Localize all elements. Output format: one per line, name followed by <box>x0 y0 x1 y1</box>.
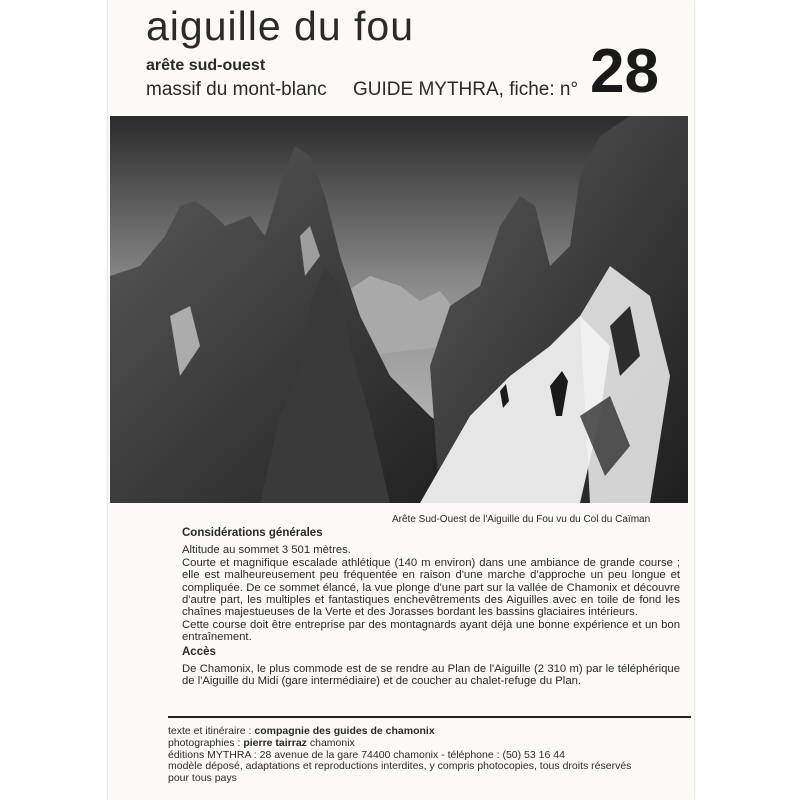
body-text <box>182 527 680 688</box>
credits-photo-name: pierre tairraz <box>243 736 307 749</box>
credits-texte-value: compagnie des guides de chamonix <box>254 725 435 737</box>
credits-divider <box>168 716 691 718</box>
considerations-paragraph: Courte et magnifique escalade athlétique (140 m environ) dans une ambiance de grande course ; elle est malheureusement peu fréquentée en raison d'une marche d'approche un peu longue et compliquée. De ce sommet élancé, la vue plonge d'une part sur la vallée de Chamonix et découvre d'autre part, les multiples et fantastiques enchevêtrements des Aiguilles avec en toile de fond les chaînes majestueuses de la Verte et des Jorasses bordant les bassins glaciaires intérieurs. <box>182 556 680 619</box>
credits-editions: éditions MYTHRA : 28 avenue de la gare 74400 chamonix - téléphone : (50) 53 16 44 <box>168 748 565 761</box>
credits-photo-line <box>168 738 638 750</box>
credits-photo-label: photographies : <box>168 736 244 749</box>
credits-photo-place: chamonix <box>306 736 355 749</box>
massif-label: massif du mont-blanc <box>146 79 327 100</box>
photo-caption: Arête Sud-Ouest de l'Aiguille du Fou vu du Col du Caïman <box>392 514 651 525</box>
guide-label: GUIDE MYTHRA, fiche: n° <box>353 79 579 100</box>
section-heading-acces: Accès <box>182 645 216 658</box>
considerations-paragraph: Altitude au sommet 3 501 mètres. <box>182 544 351 557</box>
credits-legal: modèle déposé, adaptations et reproductions interdites, y compris photocopies, tous droits réservés pour tous pays <box>168 760 632 785</box>
considerations-paragraph: Cette course doit être entreprise par des montagnards ayant déjà une bonne expérience et un bon entraînement. <box>182 618 680 644</box>
credits-texte-label: texte et itinéraire : <box>168 725 255 737</box>
acces-paragraph: De Chamonix, le plus commode est de se rendre au Plan de l'Aiguille (2 310 m) par le téléphérique de l'Aiguille du Midi (gare intermédiaire) et de coucher au chalet-refuge du Plan. <box>182 663 680 688</box>
page-title: aiguille du fou <box>146 3 415 49</box>
mountain-photo <box>110 116 688 503</box>
section-heading-considerations: Considérations générales <box>182 527 323 539</box>
credits-block <box>168 726 638 785</box>
fiche-number: 28 <box>590 37 659 106</box>
mountain-photo-illustration <box>110 116 688 503</box>
route-subtitle: arête sud-ouest <box>146 57 266 74</box>
